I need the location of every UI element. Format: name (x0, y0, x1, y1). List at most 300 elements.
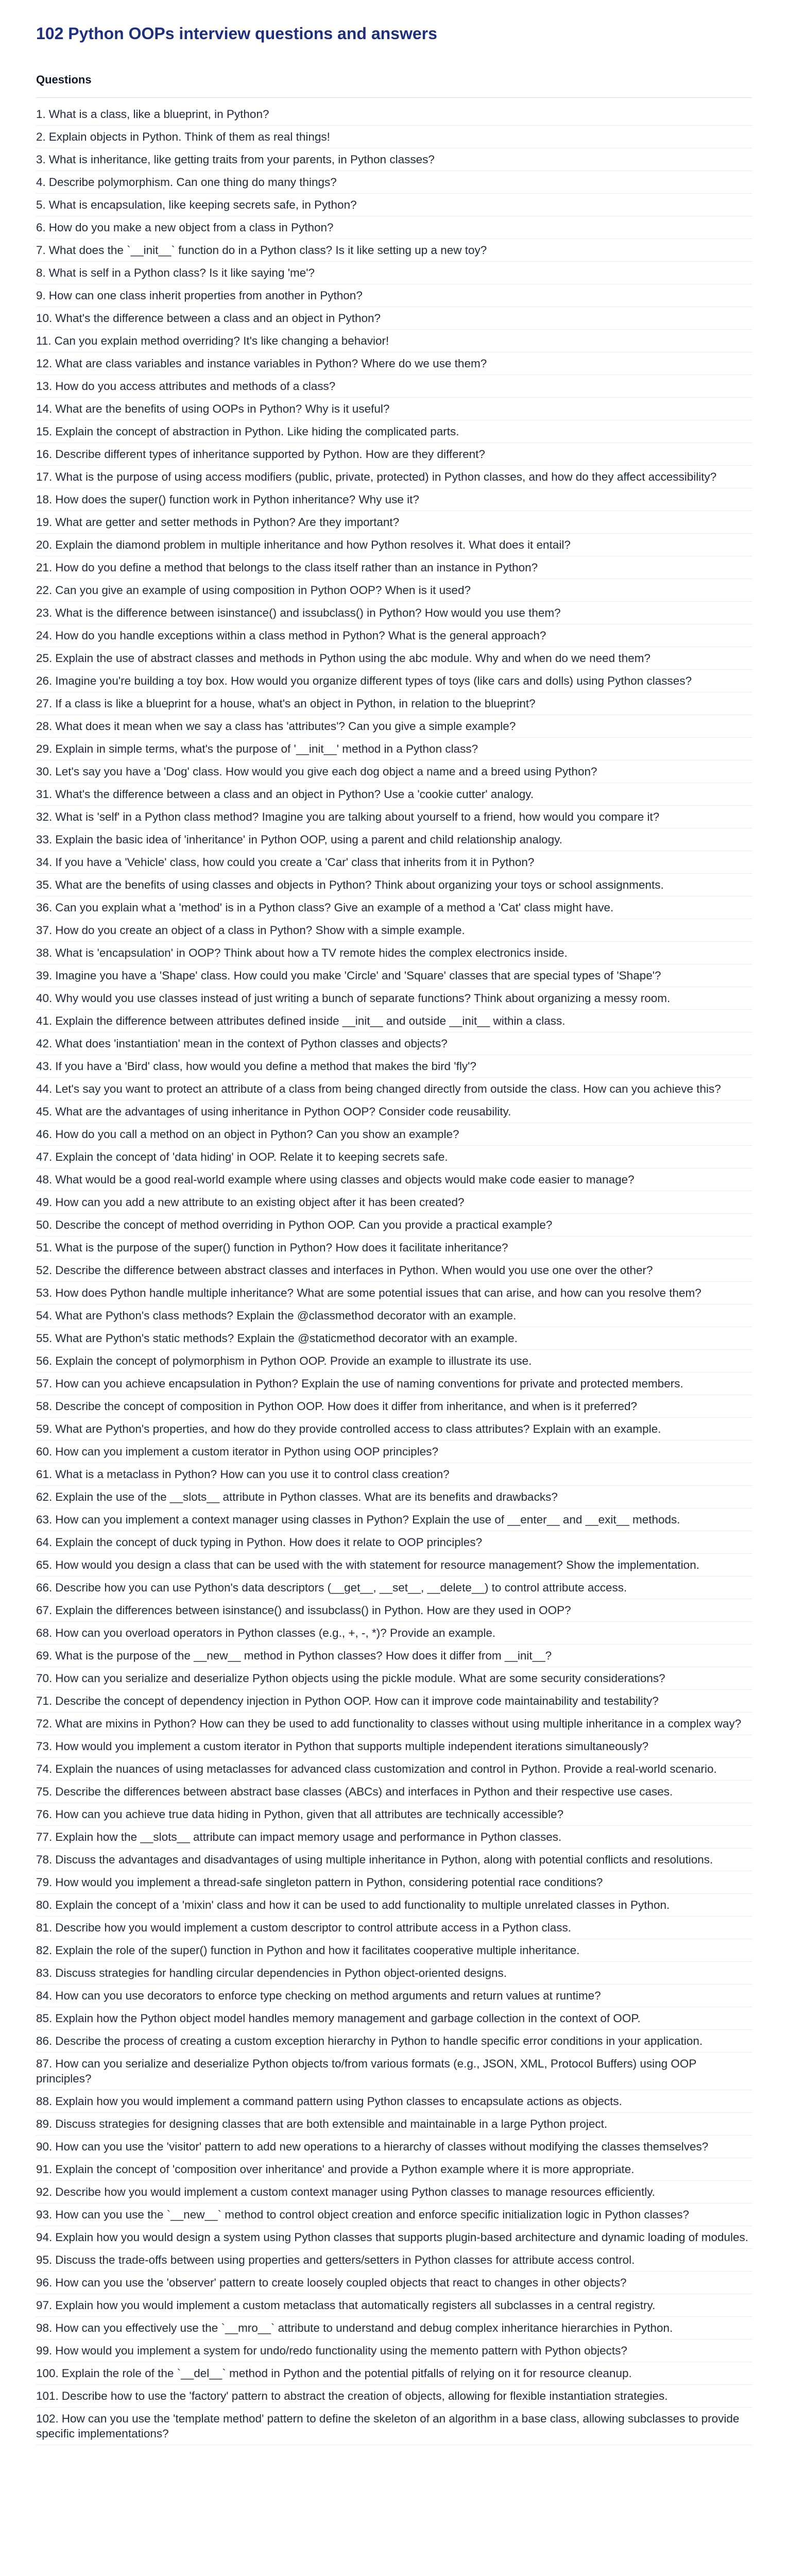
question-number: 44. (36, 1082, 53, 1095)
question-item (36, 760, 752, 783)
question-number: 16. (36, 447, 53, 461)
question-item (36, 2113, 752, 2136)
question-number: 74. (36, 1762, 53, 1775)
question-item (36, 692, 752, 715)
question-text: Describe the difference between abstract classes and interfaces in Python. When would you use one over the other? (55, 1263, 653, 1277)
question-number: 50. (36, 1218, 53, 1231)
question-text: How can you use the 'visitor' pattern to add new operations to a hierarchy of classes without modifying the classes themselves? (55, 2140, 709, 2153)
question-item (36, 942, 752, 964)
question-item (36, 171, 752, 194)
question-text: How can you use the `__new__` method to control object creation and enforce specific initialization logic in Python classes? (55, 2208, 689, 2221)
question-item (36, 1803, 752, 1826)
question-text: What is a metaclass in Python? How can you use it to control class creation? (55, 1467, 450, 1481)
question-number: 94. (36, 2230, 53, 2244)
question-text: If you have a 'Vehicle' class, how could you create a 'Car' class that inherits from it in Python? (55, 855, 535, 869)
question-item (36, 2030, 752, 2053)
question-text: Describe the concept of method overriding in Python OOP. Can you provide a practical example? (55, 1218, 553, 1231)
question-item (36, 1463, 752, 1486)
question-number: 12. (36, 357, 53, 370)
question-text: What is a class, like a blueprint, in Python? (48, 107, 269, 121)
question-text: What is self in a Python class? Is it like saying 'me'? (48, 266, 315, 279)
question-item (36, 307, 752, 330)
question-number: 4. (36, 175, 46, 189)
question-text: Explain how you would implement a custom metaclass that automatically registers all subclasses in a central registry. (55, 2298, 656, 2312)
question-number: 38. (36, 946, 53, 959)
question-number: 45. (36, 1105, 53, 1118)
question-item (36, 488, 752, 511)
question-item (36, 1032, 752, 1055)
question-number: 17. (36, 470, 53, 483)
question-item (36, 1871, 752, 1894)
question-item (36, 1146, 752, 1168)
question-text: Imagine you have a 'Shape' class. How could you make 'Circle' and 'Square' classes that are special types of 'Shape'? (55, 969, 661, 982)
question-text: What are the advantages of using inheritance in Python OOP? Consider code reusability. (55, 1105, 511, 1118)
question-text: Explain objects in Python. Think of them as real things! (48, 130, 330, 143)
question-number: 85. (36, 2011, 53, 2025)
question-item (36, 2136, 752, 2158)
question-item (36, 964, 752, 987)
question-text: If you have a 'Bird' class, how would you define a method that makes the bird 'fly'? (55, 1059, 476, 1073)
question-item (36, 579, 752, 602)
question-item (36, 783, 752, 806)
question-item (36, 466, 752, 488)
question-text: What does 'instantiation' mean in the context of Python classes and objects? (55, 1037, 448, 1050)
question-number: 95. (36, 2253, 53, 2266)
question-text: What does the `__init__` function do in a Python class? Is it like setting up a new toy? (48, 243, 487, 257)
question-text: How can you achieve true data hiding in Python, given that all attributes are technically accessible? (55, 1807, 564, 1821)
question-text: Explain the nuances of using metaclasses for advanced class customization and control in Python. Provide a real-world scenario. (55, 1762, 717, 1775)
question-text: How do you call a method on an object in Python? Can you show an example? (55, 1127, 459, 1141)
question-text: What would be a good real-world example where using classes and objects would make code easier to manage? (55, 1173, 635, 1186)
question-item (36, 738, 752, 760)
question-number: 69. (36, 1649, 53, 1662)
question-text: How does Python handle multiple inheritance? What are some potential issues that can arise, and how can you resolve them? (55, 1286, 701, 1299)
question-number: 101. (36, 2389, 59, 2402)
question-text: What are Python's class methods? Explain the @classmethod decorator with an example. (55, 1309, 517, 1322)
question-number: 63. (36, 1513, 53, 1526)
question-text: Why would you use classes instead of just writing a bunch of separate functions? Think about organizing a messy room. (55, 991, 671, 1005)
question-text: What are getter and setter methods in Python? Are they important? (55, 515, 400, 529)
question-text: What are Python's static methods? Explain the @staticmethod decorator with an example. (55, 1331, 518, 1345)
question-number: 31. (36, 787, 53, 801)
question-item (36, 262, 752, 284)
question-item (36, 1168, 752, 1191)
question-text: How does the super() function work in Python inheritance? Why use it? (55, 493, 419, 506)
question-number: 62. (36, 1490, 53, 1503)
question-item (36, 1645, 752, 1667)
question-number: 76. (36, 1807, 53, 1821)
question-item (36, 1282, 752, 1304)
question-item (36, 352, 752, 375)
question-text: Describe the concept of dependency injection in Python OOP. How can it improve code maintainability and testability? (55, 1694, 659, 1707)
question-text: What are class variables and instance variables in Python? Where do we use them? (55, 357, 487, 370)
question-item (36, 874, 752, 896)
question-item (36, 284, 752, 307)
question-number: 99. (36, 2344, 53, 2357)
question-number: 15. (36, 425, 53, 438)
question-text: How would you implement a system for undo/redo functionality using the memento pattern with Python objects? (55, 2344, 627, 2357)
question-number: 11. (36, 334, 52, 347)
question-number: 41. (36, 1014, 53, 1027)
question-number: 67. (36, 1603, 53, 1617)
question-item (36, 1372, 752, 1395)
question-text: Explain the role of the `__del__` method in Python and the potential pitfalls of relying on it for resource cleanup. (61, 2366, 632, 2380)
question-number: 80. (36, 1898, 53, 1911)
question-number: 24. (36, 629, 53, 642)
question-item (36, 1735, 752, 1758)
question-item (36, 602, 752, 624)
question-number: 83. (36, 1966, 53, 1979)
question-number: 73. (36, 1739, 53, 1753)
question-item (36, 2204, 752, 2226)
question-text: Explain in simple terms, what's the purpose of '__init__' method in a Python class? (55, 742, 478, 755)
question-item (36, 1236, 752, 1259)
question-item (36, 1826, 752, 1849)
divider (36, 97, 752, 98)
question-text: Explain the basic idea of 'inheritance' in Python OOP, using a parent and child relationship analogy. (55, 833, 562, 846)
question-item (36, 126, 752, 148)
question-text: Explain the concept of a 'mixin' class and how it can be used to add functionality to multiple unrelated classes in Python. (55, 1898, 670, 1911)
question-item (36, 1055, 752, 1078)
question-item (36, 511, 752, 534)
question-item (36, 2272, 752, 2294)
question-text: How do you define a method that belongs to the class itself rather than an instance in Python? (55, 561, 538, 574)
question-number: 81. (36, 1921, 53, 1934)
question-item (36, 194, 752, 216)
question-text: Discuss the trade-offs between using properties and getters/setters in Python classes for attribute access control. (55, 2253, 635, 2266)
question-number: 61. (36, 1467, 53, 1481)
question-number: 97. (36, 2298, 53, 2312)
question-number: 78. (36, 1853, 53, 1866)
question-text: Discuss the advantages and disadvantages of using multiple inheritance in Python, along with potential conflicts and resolutions. (55, 1853, 713, 1866)
questions-list (36, 103, 752, 2445)
question-number: 14. (36, 402, 53, 415)
question-number: 66. (36, 1581, 53, 1594)
question-number: 102. (36, 2412, 59, 2425)
question-text: How would you implement a custom iterator in Python that supports multiple independent iterations simultaneously? (55, 1739, 649, 1753)
question-text: How can you serialize and deserialize Python objects to/from various formats (e.g., JSON, XML, Protocol Buffers) using OOP principles? (36, 2057, 696, 2085)
question-text: How can you implement a context manager using classes in Python? Explain the use of __enter__ and __exit__ methods. (55, 1513, 680, 1526)
question-item (36, 330, 752, 352)
question-text: Let's say you have a 'Dog' class. How would you give each dog object a name and a breed using Python? (55, 765, 597, 778)
question-item (36, 1781, 752, 1803)
question-number: 51. (36, 1241, 53, 1254)
question-item (36, 1440, 752, 1463)
question-item (36, 715, 752, 738)
question-item (36, 2317, 752, 2340)
question-item (36, 624, 752, 647)
question-text: How can you effectively use the `__mro__` attribute to understand and debug complex inheritance hierarchies in Python. (55, 2321, 673, 2334)
question-number: 34. (36, 855, 53, 869)
question-text: Describe how you can use Python's data descriptors (__get__, __set__, __delete__) to control attribute access. (55, 1581, 627, 1594)
question-number: 18. (36, 493, 53, 506)
question-text: What are the benefits of using OOPs in Python? Why is it useful? (55, 402, 390, 415)
question-number: 29. (36, 742, 53, 755)
question-number: 30. (36, 765, 53, 778)
question-number: 13. (36, 379, 53, 393)
question-text: Describe the concept of composition in Python OOP. How does it differ from inheritance, and when is it preferred? (55, 1399, 638, 1413)
question-text: How do you create an object of a class in Python? Show with a simple example. (55, 923, 465, 937)
question-number: 25. (36, 651, 53, 665)
question-number: 98. (36, 2321, 53, 2334)
question-text: How can you use the 'template method' pattern to define the skeleton of an algorithm in a base class, allowing subclasses to provide specific implementations? (36, 2412, 740, 2440)
question-text: How can you implement a custom iterator in Python using OOP principles? (55, 1445, 438, 1458)
question-text: Describe how you would implement a custom descriptor to control attribute access in a Python class. (55, 1921, 571, 1934)
question-text: Describe different types of inheritance supported by Python. How are they different? (55, 447, 485, 461)
question-text: Describe the process of creating a custom exception hierarchy in Python to handle specific error conditions in your application. (55, 2034, 703, 2047)
question-text: What is the purpose of the __new__ method in Python classes? How does it differ from __init__? (55, 1649, 552, 1662)
question-item (36, 1418, 752, 1440)
question-text: How can you achieve encapsulation in Python? Explain the use of naming conventions for private and protected members. (55, 1377, 683, 1390)
question-item (36, 2090, 752, 2113)
question-item (36, 2181, 752, 2204)
question-text: How can you serialize and deserialize Python objects using the pickle module. What are some security considerations? (55, 1671, 665, 1685)
question-item (36, 647, 752, 670)
question-text: Discuss strategies for designing classes that are both extensible and maintainable in a large Python project. (55, 2117, 608, 2130)
question-number: 8. (36, 266, 46, 279)
question-item (36, 534, 752, 556)
question-number: 39. (36, 969, 53, 982)
question-number: 19. (36, 515, 53, 529)
question-number: 35. (36, 878, 53, 891)
question-number: 32. (36, 810, 53, 823)
question-number: 92. (36, 2185, 53, 2198)
question-number: 91. (36, 2162, 53, 2176)
question-number: 26. (36, 674, 53, 687)
question-number: 36. (36, 901, 53, 914)
question-item (36, 1962, 752, 1985)
question-text: Explain the concept of abstraction in Python. Like hiding the complicated parts. (55, 425, 459, 438)
question-text: What is 'self' in a Python class method? Imagine you are talking about yourself to a friend, how would you compare it? (55, 810, 660, 823)
question-number: 93. (36, 2208, 53, 2221)
question-text: Explain how you would implement a command pattern using Python classes to encapsulate actions as objects. (55, 2094, 622, 2108)
question-number: 71. (36, 1694, 53, 1707)
question-number: 57. (36, 1377, 53, 1390)
question-item (36, 1622, 752, 1645)
question-text: How can you overload operators in Python classes (e.g., +, -, *)? Provide an example. (55, 1626, 496, 1639)
question-number: 2. (36, 130, 46, 143)
question-text: How do you handle exceptions within a class method in Python? What is the general approach? (55, 629, 546, 642)
question-item (36, 216, 752, 239)
question-item (36, 1531, 752, 1554)
question-number: 46. (36, 1127, 53, 1141)
question-item (36, 1214, 752, 1236)
question-item (36, 1894, 752, 1917)
question-number: 40. (36, 991, 53, 1005)
question-number: 88. (36, 2094, 53, 2108)
question-text: How would you design a class that can be used with the with statement for resource management? Show the implementation. (55, 1558, 699, 1571)
question-item (36, 1758, 752, 1781)
question-item (36, 556, 752, 579)
question-text: Can you explain what a 'method' is in a Python class? Give an example of a method a 'Cat' class might have. (55, 901, 614, 914)
question-number: 55. (36, 1331, 53, 1345)
question-item (36, 670, 752, 692)
question-item (36, 2249, 752, 2272)
question-text: Explain the use of the __slots__ attribute in Python classes. What are its benefits and drawbacks? (55, 1490, 558, 1503)
question-item (36, 1690, 752, 1713)
question-number: 33. (36, 833, 53, 846)
question-text: Explain the differences between isinstance() and issubclass() in Python. How are they used in OOP? (55, 1603, 571, 1617)
question-text: What are Python's properties, and how do they provide controlled access to class attributes? Explain with an example. (55, 1422, 661, 1435)
question-text: Explain the concept of polymorphism in Python OOP. Provide an example to illustrate its use. (55, 1354, 532, 1367)
question-number: 100. (36, 2366, 59, 2380)
question-number: 65. (36, 1558, 53, 1571)
question-item (36, 1304, 752, 1327)
question-text: What does it mean when we say a class has 'attributes'? Can you give a simple example? (55, 719, 516, 733)
question-number: 96. (36, 2276, 53, 2289)
question-item (36, 2294, 752, 2317)
question-item (36, 239, 752, 262)
question-item (36, 1509, 752, 1531)
question-text: What are mixins in Python? How can they be used to add functionality to classes without using multiple inheritance in a complex way? (55, 1717, 742, 1730)
question-item (36, 1327, 752, 1350)
question-item (36, 148, 752, 171)
question-text: Describe the differences between abstract base classes (ABCs) and interfaces in Python and their respective use cases. (55, 1785, 673, 1798)
question-text: Can you give an example of using composition in Python OOP? When is it used? (55, 583, 471, 597)
question-item (36, 2385, 752, 2408)
question-item (36, 896, 752, 919)
question-item (36, 398, 752, 420)
section-heading: Questions (36, 73, 92, 87)
question-number: 72. (36, 1717, 53, 1730)
question-item (36, 1191, 752, 1214)
question-item (36, 1100, 752, 1123)
question-number: 37. (36, 923, 53, 937)
question-number: 22. (36, 583, 53, 597)
question-text: What is 'encapsulation' in OOP? Think about how a TV remote hides the complex electronics inside. (55, 946, 568, 959)
question-number: 52. (36, 1263, 53, 1277)
question-text: How can you use the 'observer' pattern to create loosely coupled objects that react to changes in other objects? (55, 2276, 627, 2289)
question-item (36, 2007, 752, 2030)
question-item (36, 1985, 752, 2007)
question-text: How can you add a new attribute to an existing object after it has been created? (55, 1195, 465, 1209)
question-text: Explain the concept of 'composition over inheritance' and provide a Python example where it is more appropriate. (55, 2162, 635, 2176)
question-item (36, 1599, 752, 1622)
question-number: 79. (36, 1875, 53, 1889)
question-item (36, 2158, 752, 2181)
question-item (36, 851, 752, 874)
question-number: 90. (36, 2140, 53, 2153)
question-number: 84. (36, 1989, 53, 2002)
question-number: 86. (36, 2034, 53, 2047)
question-item (36, 1010, 752, 1032)
question-text: How do you access attributes and methods of a class? (55, 379, 336, 393)
question-number: 10. (36, 311, 53, 325)
question-number: 59. (36, 1422, 53, 1435)
question-text: How do you make a new object from a class in Python? (48, 221, 334, 234)
question-item (36, 103, 752, 126)
question-item (36, 1123, 752, 1146)
question-number: 87. (36, 2057, 53, 2070)
question-item (36, 1577, 752, 1599)
question-text: Explain how the Python object model handles memory management and garbage collection in the context of OOP. (55, 2011, 641, 2025)
question-number: 60. (36, 1445, 53, 1458)
question-number: 5. (36, 198, 46, 211)
question-text: What are the benefits of using classes and objects in Python? Think about organizing your toys or school assignments. (55, 878, 664, 891)
question-number: 27. (36, 697, 53, 710)
question-text: Explain the use of abstract classes and methods in Python using the abc module. Why and when do we need them? (55, 651, 650, 665)
question-number: 20. (36, 538, 53, 551)
question-item (36, 987, 752, 1010)
question-item (36, 1917, 752, 1939)
question-item (36, 2362, 752, 2385)
question-item (36, 375, 752, 398)
question-text: Explain how you would design a system using Python classes that supports plugin-based architecture and dynamic loading of modules. (55, 2230, 749, 2244)
question-text: What is the difference between isinstance() and issubclass() in Python? How would you use them? (55, 606, 561, 619)
question-text: Discuss strategies for handling circular dependencies in Python object-oriented designs. (55, 1966, 507, 1979)
question-item (36, 443, 752, 466)
question-number: 48. (36, 1173, 53, 1186)
question-number: 82. (36, 1943, 53, 1957)
question-text: Explain the diamond problem in multiple inheritance and how Python resolves it. What does it entail? (55, 538, 571, 551)
question-text: Explain how the __slots__ attribute can impact memory usage and performance in Python classes. (55, 1830, 562, 1843)
question-text: Explain the role of the super() function in Python and how it facilitates cooperative multiple inheritance. (55, 1943, 580, 1957)
question-text: Imagine you're building a toy box. How would you organize different types of toys (like cars and dolls) using Python classes? (55, 674, 692, 687)
question-item (36, 2408, 752, 2445)
question-number: 1. (36, 107, 46, 121)
question-number: 28. (36, 719, 53, 733)
question-text: Describe polymorphism. Can one thing do many things? (48, 175, 337, 189)
question-item (36, 1395, 752, 1418)
question-text: Describe how to use the 'factory' pattern to abstract the creation of objects, allowing for flexible instantiation strategies. (61, 2389, 668, 2402)
question-number: 64. (36, 1535, 53, 1549)
question-text: What is inheritance, like getting traits from your parents, in Python classes? (48, 152, 435, 166)
question-item (36, 1486, 752, 1509)
question-number: 7. (36, 243, 46, 257)
question-text: What's the difference between a class and an object in Python? (55, 311, 381, 325)
question-item (36, 806, 752, 828)
question-number: 56. (36, 1354, 53, 1367)
question-number: 43. (36, 1059, 53, 1073)
question-number: 49. (36, 1195, 53, 1209)
question-text: What is encapsulation, like keeping secrets safe, in Python? (48, 198, 357, 211)
question-text: Describe how you would implement a custom context manager using Python classes to manage resources efficiently. (55, 2185, 656, 2198)
question-item (36, 1259, 752, 1282)
question-number: 58. (36, 1399, 53, 1413)
question-item (36, 1667, 752, 1690)
question-text: How would you implement a thread-safe singleton pattern in Python, considering potential race conditions? (55, 1875, 603, 1889)
question-number: 42. (36, 1037, 53, 1050)
page-title: 102 Python OOPs interview questions and answers (36, 24, 437, 43)
question-text: How can you use decorators to enforce type checking on method arguments and return values at runtime? (55, 1989, 601, 2002)
question-number: 70. (36, 1671, 53, 1685)
question-item (36, 1350, 752, 1372)
question-item (36, 2226, 752, 2249)
question-text: Explain the difference between attributes defined inside __init__ and outside __init__ within a class. (55, 1014, 566, 1027)
question-number: 9. (36, 289, 46, 302)
question-item (36, 1554, 752, 1577)
question-number: 89. (36, 2117, 53, 2130)
question-item (36, 1713, 752, 1735)
question-number: 53. (36, 1286, 53, 1299)
question-text: How can one class inherit properties from another in Python? (48, 289, 363, 302)
question-text: What's the difference between a class and an object in Python? Use a 'cookie cutter' analogy. (55, 787, 534, 801)
question-number: 3. (36, 152, 46, 166)
question-number: 54. (36, 1309, 53, 1322)
question-text: Let's say you want to protect an attribute of a class from being changed directly from outside the class. How can you achieve this? (55, 1082, 721, 1095)
question-item (36, 1078, 752, 1100)
question-text: Explain the concept of 'data hiding' in OOP. Relate it to keeping secrets safe. (55, 1150, 448, 1163)
question-number: 47. (36, 1150, 53, 1163)
question-text: If a class is like a blueprint for a house, what's an object in Python, in relation to the blueprint? (55, 697, 536, 710)
question-item (36, 1849, 752, 1871)
question-text: Explain the concept of duck typing in Python. How does it relate to OOP principles? (55, 1535, 483, 1549)
question-item (36, 828, 752, 851)
question-text: Can you explain method overriding? It's like changing a behavior! (54, 334, 389, 347)
question-number: 77. (36, 1830, 53, 1843)
question-item (36, 919, 752, 942)
question-text: What is the purpose of the super() function in Python? How does it facilitate inheritance? (55, 1241, 508, 1254)
